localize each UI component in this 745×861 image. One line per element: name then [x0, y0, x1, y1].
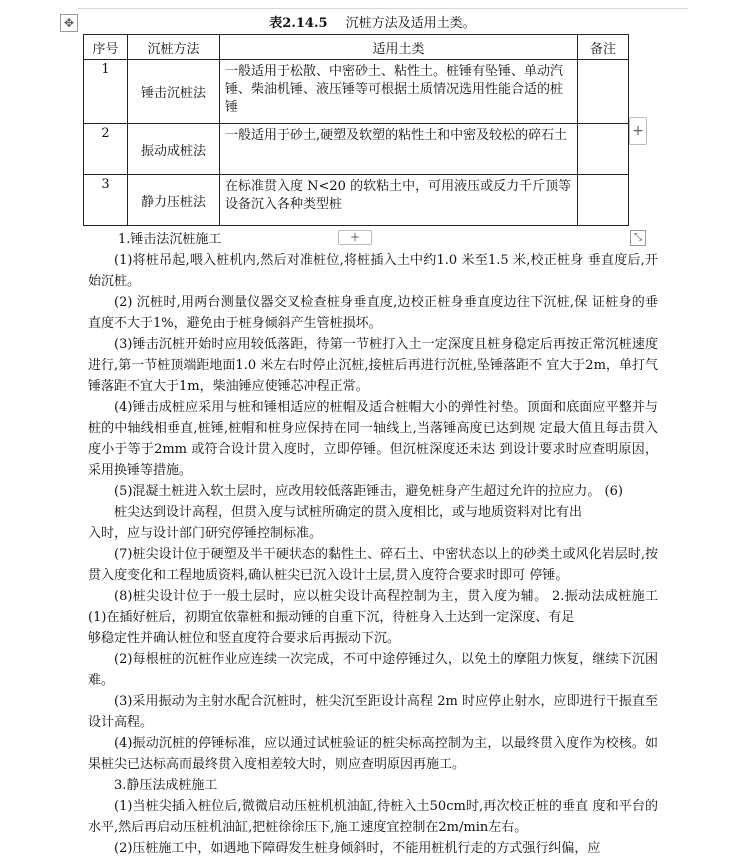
table-row	[84, 124, 629, 175]
add-row-button[interactable]: +	[338, 230, 372, 245]
header-no: 序号	[84, 35, 128, 60]
header-soil: 适用土类	[220, 35, 578, 60]
row-method: 静力压桩法	[128, 175, 220, 226]
table-caption	[0, 12, 745, 31]
row-no: 2	[84, 124, 128, 175]
paragraph: (8)桩尖设计位于一般土层时，应以桩尖设计高程控制为主，贯入度为辅。 2.振动法成桩施工 (1)在插好桩后，初期宜依靠桩和振动锤的自重下沉，待桩身入土达到一定深度、有足	[88, 589, 658, 625]
section-heading: 1.锤击法沉桩施工	[118, 232, 222, 247]
paragraph: (4)振动沉桩的停锤标准，应以通过试桩验证的桩尖标高控制为主，以最终贯入度作为校核。如果桩尖已达标高而最终贯入度相差较大时，则应查明原因再施工。	[88, 736, 658, 772]
row-note	[578, 124, 629, 175]
page-top-rule	[78, 8, 688, 9]
row-soil: 一般适用于砂土,硬塑及软塑的粘性土和中密及较松的碎石土	[220, 124, 578, 175]
table-move-handle-icon[interactable]: ✥	[60, 14, 78, 32]
table-row	[84, 60, 629, 124]
table-row	[84, 175, 629, 226]
paragraph: (1)当桩尖插入桩位后,微微启动压桩机机油缸,待桩入土50cm时,再次校正桩的垂直 度和平台的水平,然后再启动压桩机油缸,把桩徐徐压下,施工速度宜控制在2m/min左右。	[88, 799, 658, 835]
table-caption-number: 表2.14.5	[269, 16, 328, 31]
paragraph: 桩尖达到设计高程，但贯入度与试桩所确定的贯入度相比，或与地质资料对比有出	[114, 505, 583, 520]
row-method: 振动成桩法	[128, 124, 220, 175]
paragraph: (3)锤击沉桩开始时应用较低落距，待第一节桩打入土一定深度且桩身稳定后再按正常沉桩速度进行,第一节桩顶端距地面1.0 米左右时停止沉桩,接桩后再进行沉桩,坠锤落距不 宜大于2m，单打气锤落距不宜大于1m，柴油锤应使锤芯冲程正常。	[88, 337, 658, 394]
pile-method-table	[83, 34, 629, 226]
paragraph: (5)混凝土桩进入软土层时，应改用较低落距锤击，避免桩身产生超过允许的拉应力。 (6)	[114, 484, 623, 499]
header-method: 沉桩方法	[128, 35, 220, 60]
add-column-button[interactable]: +	[629, 117, 647, 145]
paragraph: (3)采用振动为主射水配合沉桩时，桩尖沉至距设计高程 2m 时应停止射水，应即进行干振直至设计高程。	[88, 694, 658, 730]
row-no: 1	[84, 60, 128, 124]
table-caption-title: 沉桩方法及适用土类。	[345, 16, 476, 31]
row-note	[578, 60, 629, 124]
row-no: 3	[84, 175, 128, 226]
paragraph: (7)桩尖设计位于硬塑及半干硬状态的黏性土、碎石土、中密状态以上的砂类土或风化岩层时,按贯入度变化和工程地质资料,确认桩尖已沉入设计土层,贯入度符合要求时即可 停锤。	[88, 547, 658, 583]
document-body	[88, 229, 658, 859]
paragraph: 入时，应与设计部门研究停锤控制标准。	[88, 526, 323, 541]
paragraph: 够稳定性并确认桩位和竖直度符合要求后再振动下沉。	[88, 631, 401, 646]
table-header-row	[84, 35, 629, 60]
row-soil: 在标准贯入度 N<20 的软粘土中，可用液压或反力千斤顶等设备沉入各种类型桩	[220, 175, 578, 226]
row-soil: 一般适用于松散、中密砂土、粘性土。桩锤有坠锤、单动汽锤、柴油机锤、液压锤等可根据土质情况选用性能合适的桩锤	[220, 60, 578, 124]
row-note	[578, 175, 629, 226]
table-resize-icon[interactable]: ⤡	[630, 230, 646, 246]
header-note: 备注	[578, 35, 629, 60]
paragraph: (2) 沉桩时,用两台测量仪器交叉检查桩身垂直度,边校正桩身垂直度边往下沉桩,保 证桩身的垂直度不大于1%，避免由于桩身倾斜产生管桩损坏。	[88, 295, 658, 331]
row-method: 锤击沉桩法	[128, 60, 220, 124]
paragraph: (2)压桩施工中，如遇地下障碍发生桩身倾斜时，不能用桩机行走的方式强行纠偏，应	[114, 841, 601, 856]
paragraph: (4)锤击成桩应采用与桩和锤相适应的桩帽及适合桩帽大小的弹性衬垫。顶面和底面应平整并与桩的中轴线相垂直,桩锤,桩帽和桩身应保持在同一轴线上,当落锤高度已达到规 定最大值且每击贯入度小于等于2mm 或符合设计贯入度时，立即停锤。但沉桩深度还未达 到设计要求时应查明原因，采用换锤等措施。	[88, 400, 658, 478]
section-heading: 3.静压法成桩施工	[114, 778, 218, 793]
paragraph: (1)将桩吊起,喂入桩机内,然后对准桩位,将桩插入土中约1.0 米至1.5 米,校正桩身 垂直度后,开始沉桩。	[88, 253, 658, 289]
paragraph: (2)每根桩的沉桩作业应连续一次完成，不可中途停锤过久，以免土的摩阻力恢复，继续下沉困难。	[88, 652, 658, 688]
